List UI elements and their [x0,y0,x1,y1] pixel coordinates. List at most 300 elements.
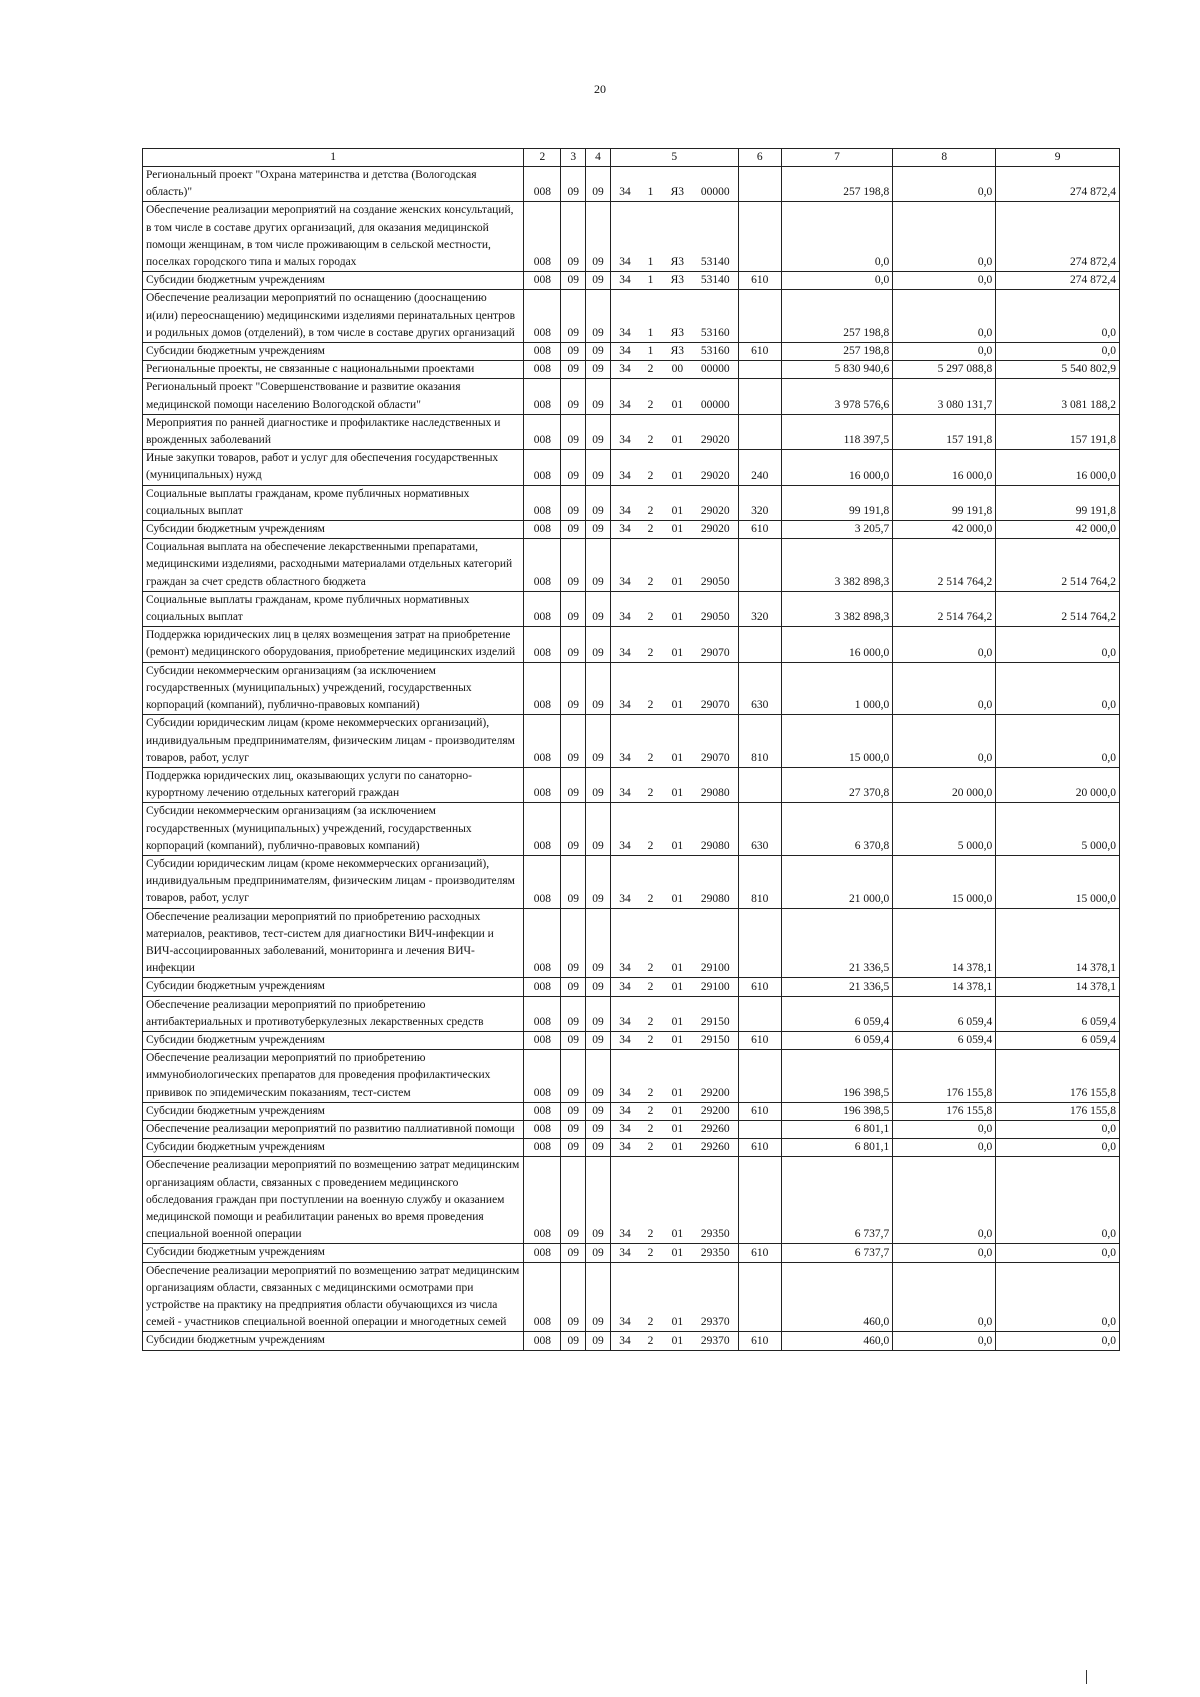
page-number: 20 [594,82,606,96]
cell-col-8: 0,0 [893,202,996,272]
cell-col-5-program: 34 [610,662,639,715]
cell-col-4: 09 [586,379,611,414]
cell-col-4: 09 [586,1031,611,1049]
cell-col-5-project: 01 [662,908,693,978]
cell-col-5-subprogram: 2 [639,414,662,449]
cell-col-7: 6 059,4 [781,1031,892,1049]
cell-col-5-project: 01 [662,715,693,768]
cell-col-4: 09 [586,167,611,202]
cell-col-6 [738,1050,781,1103]
cell-col-8: 6 059,4 [893,996,996,1031]
cell-col-4: 09 [586,996,611,1031]
cell-col-9: 0,0 [996,662,1120,715]
cell-col-2: 008 [524,450,561,485]
cell-col-5-code: 29350 [693,1244,738,1262]
cell-col-7: 460,0 [781,1262,892,1332]
cell-col-5-code: 29350 [693,1157,738,1244]
cell-col-4: 09 [586,414,611,449]
cell-col-5-program: 34 [610,1120,639,1138]
cell-col-7: 118 397,5 [781,414,892,449]
cell-col-5-subprogram: 2 [639,1332,662,1350]
cell-col-7: 6 801,1 [781,1139,892,1157]
header-col-6: 6 [738,149,781,167]
cell-col-2: 008 [524,1262,561,1332]
cell-col-5-subprogram: 2 [639,1120,662,1138]
cell-col-5-project: 01 [662,1157,693,1244]
cell-col-5-subprogram: 2 [639,1050,662,1103]
cell-col-7: 5 830 940,6 [781,361,892,379]
cell-col-8: 157 191,8 [893,414,996,449]
cell-col-2: 008 [524,996,561,1031]
cell-name: Региональный проект "Совершенствование и развитие оказания медицинской помощи населению Вологодской области" [143,379,524,414]
table-row [143,908,1120,978]
cell-col-5-code: 53140 [693,272,738,290]
cell-col-5-code: 29150 [693,1031,738,1049]
cell-col-6: 610 [738,272,781,290]
cell-name: Социальные выплаты гражданам, кроме публичных нормативных социальных выплат [143,485,524,520]
cell-col-6: 610 [738,1332,781,1350]
cell-col-8: 0,0 [893,167,996,202]
cell-col-5-program: 34 [610,202,639,272]
cell-col-5-code: 00000 [693,379,738,414]
table-row [143,521,1120,539]
cell-col-5-subprogram: 2 [639,539,662,592]
cell-col-5-subprogram: 2 [639,1031,662,1049]
cell-name: Поддержка юридических лиц в целях возмещения затрат на приобретение (ремонт) медицинского оборудования, приобретение медицинских изделий [143,627,524,662]
cell-col-5-project: Я3 [662,167,693,202]
table-row [143,627,1120,662]
cell-col-5-subprogram: 2 [639,379,662,414]
cell-col-8: 0,0 [893,627,996,662]
cell-col-2: 008 [524,343,561,361]
cell-col-6: 320 [738,485,781,520]
cell-name: Субсидии бюджетным учреждениям [143,343,524,361]
cell-col-3: 09 [561,450,586,485]
table-row [143,1262,1120,1332]
cell-name: Обеспечение реализации мероприятий по развитию паллиативной помощи [143,1120,524,1138]
cell-col-5-code: 29370 [693,1332,738,1350]
cell-col-5-program: 34 [610,1262,639,1332]
cell-col-4: 09 [586,290,611,343]
cell-col-3: 09 [561,1031,586,1049]
cell-col-6 [738,1157,781,1244]
cell-col-6 [738,996,781,1031]
table-row [143,978,1120,996]
cell-col-5-code: 29150 [693,996,738,1031]
cell-col-7: 6 737,7 [781,1157,892,1244]
cell-col-9: 42 000,0 [996,521,1120,539]
cell-col-5-code: 29070 [693,715,738,768]
cell-col-5-subprogram: 1 [639,272,662,290]
cell-col-9: 2 514 764,2 [996,539,1120,592]
cell-col-5-program: 34 [610,290,639,343]
cell-col-3: 09 [561,361,586,379]
cell-col-7: 99 191,8 [781,485,892,520]
cell-col-5-project: Я3 [662,343,693,361]
cell-col-5-project: 01 [662,379,693,414]
cell-name: Обеспечение реализации мероприятий по приобретению антибактериальных и противотуберкулезных лекарственных средств [143,996,524,1031]
cell-col-7: 0,0 [781,272,892,290]
cell-col-5-project: 01 [662,855,693,908]
cell-col-5-program: 34 [610,539,639,592]
cell-col-5-project: Я3 [662,272,693,290]
cell-col-6: 810 [738,715,781,768]
cell-col-7: 3 978 576,6 [781,379,892,414]
cell-col-5-subprogram: 2 [639,627,662,662]
cell-col-9: 176 155,8 [996,1102,1120,1120]
cell-col-3: 09 [561,978,586,996]
cell-col-5-program: 34 [610,343,639,361]
cell-col-5-program: 34 [610,485,639,520]
cell-col-5-project: 01 [662,414,693,449]
cell-col-3: 09 [561,343,586,361]
cell-col-2: 008 [524,1332,561,1350]
cell-col-4: 09 [586,715,611,768]
cell-col-2: 008 [524,361,561,379]
cell-col-3: 09 [561,803,586,856]
cell-col-2: 008 [524,627,561,662]
cell-col-3: 09 [561,414,586,449]
cell-col-5-code: 29050 [693,591,738,626]
cell-col-5-program: 34 [610,715,639,768]
cell-col-2: 008 [524,662,561,715]
cell-col-5-code: 29100 [693,908,738,978]
cell-col-5-project: 01 [662,1332,693,1350]
cell-name: Мероприятия по ранней диагностике и профилактике наследственных и врожденных заболеваний [143,414,524,449]
cell-col-4: 09 [586,978,611,996]
cell-col-3: 09 [561,521,586,539]
cell-col-3: 09 [561,272,586,290]
cell-col-5-subprogram: 2 [639,521,662,539]
cell-col-8: 3 080 131,7 [893,379,996,414]
cell-col-9: 0,0 [996,343,1120,361]
cell-name: Обеспечение реализации мероприятий по возмещению затрат медицинским организациям области, связанных с медицинскими осмотрами при устройстве на практику на предприятия области обучающихся из числа семей - участников специальной военной операции и многодетных семей [143,1262,524,1332]
cell-col-2: 008 [524,1139,561,1157]
cell-name: Субсидии бюджетным учреждениям [143,521,524,539]
cell-col-7: 15 000,0 [781,715,892,768]
cell-col-2: 008 [524,539,561,592]
cell-name: Субсидии юридическим лицам (кроме некоммерческих организаций), индивидуальным предпринимателям, физическим лицам - производителям товаров, работ, услуг [143,855,524,908]
cell-name: Обеспечение реализации мероприятий по возмещению затрат медицинским организациям области, связанных с проведением медицинского обследования граждан при поступлении на военную службу и оказанием медицинской помощи и реабилитации раненых во время проведения специальной военной операции [143,1157,524,1244]
cell-col-5-code: 29020 [693,450,738,485]
cell-col-5-project: 00 [662,361,693,379]
cell-col-8: 0,0 [893,1157,996,1244]
cell-col-9: 176 155,8 [996,1050,1120,1103]
cell-col-5-program: 34 [610,855,639,908]
cell-col-5-subprogram: 2 [639,1102,662,1120]
header-col-9: 9 [996,149,1120,167]
cell-col-3: 09 [561,1139,586,1157]
cell-col-6: 610 [738,521,781,539]
cell-col-8: 176 155,8 [893,1102,996,1120]
header-col-4: 4 [586,149,611,167]
table-row [143,996,1120,1031]
cell-col-3: 09 [561,627,586,662]
cell-col-8: 16 000,0 [893,450,996,485]
cell-col-6: 810 [738,855,781,908]
cell-name: Субсидии бюджетным учреждениям [143,1332,524,1350]
cell-col-7: 6 059,4 [781,996,892,1031]
cell-col-6: 630 [738,803,781,856]
cell-col-3: 09 [561,767,586,802]
cell-col-2: 008 [524,591,561,626]
header-col-5: 5 [610,149,738,167]
cell-col-8: 0,0 [893,715,996,768]
cell-col-5-project: 01 [662,767,693,802]
cell-col-5-program: 34 [610,591,639,626]
cell-col-5-project: 01 [662,521,693,539]
cell-col-9: 0,0 [996,627,1120,662]
cell-col-5-program: 34 [610,1332,639,1350]
cell-col-4: 09 [586,1262,611,1332]
cell-col-5-code: 00000 [693,167,738,202]
table-row [143,361,1120,379]
cell-col-3: 09 [561,996,586,1031]
cell-col-4: 09 [586,591,611,626]
cell-col-7: 6 737,7 [781,1244,892,1262]
cell-col-9: 99 191,8 [996,485,1120,520]
cell-col-2: 008 [524,767,561,802]
cell-col-6: 610 [738,343,781,361]
table-row [143,1102,1120,1120]
table-row [143,1050,1120,1103]
cell-col-3: 09 [561,1157,586,1244]
cell-col-9: 0,0 [996,1262,1120,1332]
cell-col-2: 008 [524,521,561,539]
cell-name: Региональный проект "Охрана материнства и детства (Вологодская область)" [143,167,524,202]
cell-col-9: 0,0 [996,1120,1120,1138]
table-row [143,1031,1120,1049]
cell-col-2: 008 [524,414,561,449]
cell-col-7: 16 000,0 [781,627,892,662]
header-col-8: 8 [893,149,996,167]
cell-col-2: 008 [524,1120,561,1138]
cell-col-9: 274 872,4 [996,167,1120,202]
cell-col-5-subprogram: 2 [639,767,662,802]
header-col-2: 2 [524,149,561,167]
cell-col-5-program: 34 [610,803,639,856]
cell-col-8: 2 514 764,2 [893,591,996,626]
cell-col-8: 0,0 [893,1262,996,1332]
header-col-7: 7 [781,149,892,167]
cell-col-7: 3 382 898,3 [781,539,892,592]
cell-col-9: 15 000,0 [996,855,1120,908]
cell-col-8: 176 155,8 [893,1050,996,1103]
cell-col-7: 21 000,0 [781,855,892,908]
cell-col-5-program: 34 [610,1050,639,1103]
cell-col-6 [738,379,781,414]
cell-col-3: 09 [561,1244,586,1262]
cell-col-6: 320 [738,591,781,626]
cell-col-6 [738,167,781,202]
cell-name: Социальные выплаты гражданам, кроме публичных нормативных социальных выплат [143,591,524,626]
table-row [143,202,1120,272]
cell-col-4: 09 [586,202,611,272]
cell-col-2: 008 [524,803,561,856]
cell-col-5-subprogram: 1 [639,290,662,343]
cell-col-5-subprogram: 1 [639,167,662,202]
cell-col-4: 09 [586,450,611,485]
cell-name: Субсидии некоммерческим организациям (за исключением государственных (муниципальных) учреждений, государственных корпораций (компаний), публично-правовых компаний) [143,803,524,856]
cell-col-7: 16 000,0 [781,450,892,485]
cell-col-5-project: 01 [662,1050,693,1103]
cell-col-8: 15 000,0 [893,855,996,908]
cell-col-9: 274 872,4 [996,202,1120,272]
cell-name: Иные закупки товаров, работ и услуг для обеспечения государственных (муниципальных) нужд [143,450,524,485]
cell-col-9: 0,0 [996,1157,1120,1244]
table-row [143,1332,1120,1350]
cell-col-3: 09 [561,662,586,715]
cell-col-5-project: 01 [662,662,693,715]
cell-col-5-code: 00000 [693,361,738,379]
cell-col-2: 008 [524,485,561,520]
cell-col-2: 008 [524,1244,561,1262]
cell-col-8: 42 000,0 [893,521,996,539]
cell-col-5-subprogram: 2 [639,591,662,626]
cell-col-5-code: 29080 [693,855,738,908]
cell-col-6: 240 [738,450,781,485]
cell-col-8: 99 191,8 [893,485,996,520]
table-row [143,414,1120,449]
cell-col-5-code: 29370 [693,1262,738,1332]
cell-col-5-subprogram: 2 [639,715,662,768]
cell-col-8: 0,0 [893,1120,996,1138]
table-row [143,343,1120,361]
cell-col-4: 09 [586,1157,611,1244]
cell-col-8: 14 378,1 [893,908,996,978]
cell-col-5-code: 29020 [693,521,738,539]
table-row [143,855,1120,908]
cell-col-7: 196 398,5 [781,1050,892,1103]
cell-col-6 [738,290,781,343]
cell-name: Субсидии бюджетным учреждениям [143,1244,524,1262]
cell-col-8: 0,0 [893,662,996,715]
cell-col-6 [738,908,781,978]
cell-col-5-program: 34 [610,1157,639,1244]
cell-col-9: 14 378,1 [996,908,1120,978]
cell-col-7: 0,0 [781,202,892,272]
cell-col-9: 0,0 [996,1244,1120,1262]
cell-col-2: 008 [524,1050,561,1103]
cell-col-3: 09 [561,202,586,272]
cell-name: Субсидии бюджетным учреждениям [143,978,524,996]
cell-col-7: 3 382 898,3 [781,591,892,626]
cell-col-2: 008 [524,167,561,202]
cell-col-9: 274 872,4 [996,272,1120,290]
cell-col-6 [738,361,781,379]
cell-col-5-program: 34 [610,167,639,202]
cell-col-4: 09 [586,803,611,856]
cell-col-5-code: 29070 [693,627,738,662]
cell-col-5-program: 34 [610,996,639,1031]
cell-col-2: 008 [524,379,561,414]
cell-col-8: 0,0 [893,343,996,361]
cell-col-5-subprogram: 2 [639,1262,662,1332]
table-row [143,539,1120,592]
cell-col-4: 09 [586,1332,611,1350]
cell-col-5-project: 01 [662,1102,693,1120]
table-row [143,167,1120,202]
cell-col-7: 460,0 [781,1332,892,1350]
cell-col-5-project: 01 [662,978,693,996]
table-row [143,450,1120,485]
cell-name: Обеспечение реализации мероприятий по приобретению расходных материалов, реактивов, тест-систем для диагностики ВИЧ-инфекции и ВИЧ-ассоциированных заболеваний, мониторинга и лечения ВИЧ-инфекции [143,908,524,978]
cell-col-5-project: 01 [662,1262,693,1332]
table-row [143,379,1120,414]
cell-col-5-program: 34 [610,1102,639,1120]
cell-col-4: 09 [586,767,611,802]
cell-col-6: 610 [738,1102,781,1120]
cell-col-8: 14 378,1 [893,978,996,996]
cell-name: Субсидии юридическим лицам (кроме некоммерческих организаций), индивидуальным предпринимателям, физическим лицам - производителям товаров, работ, услуг [143,715,524,768]
cell-col-4: 09 [586,539,611,592]
cell-col-5-subprogram: 2 [639,485,662,520]
cell-col-3: 09 [561,539,586,592]
cell-col-4: 09 [586,272,611,290]
cell-col-4: 09 [586,361,611,379]
cell-col-2: 008 [524,855,561,908]
cell-col-3: 09 [561,485,586,520]
cell-col-6 [738,539,781,592]
cell-col-7: 257 198,8 [781,290,892,343]
cell-col-3: 09 [561,379,586,414]
cell-col-9: 6 059,4 [996,1031,1120,1049]
cell-col-4: 09 [586,1102,611,1120]
cell-name: Субсидии бюджетным учреждениям [143,272,524,290]
cell-col-7: 257 198,8 [781,167,892,202]
cell-col-5-code: 29050 [693,539,738,592]
cell-col-4: 09 [586,1120,611,1138]
cell-col-5-project: 01 [662,485,693,520]
cell-col-8: 20 000,0 [893,767,996,802]
cell-col-5-project: 01 [662,1120,693,1138]
cell-col-5-project: 01 [662,996,693,1031]
cell-name: Субсидии некоммерческим организациям (за исключением государственных (муниципальных) учреждений, государственных корпораций (компаний), публично-правовых компаний) [143,662,524,715]
cell-col-8: 0,0 [893,290,996,343]
cell-col-5-code: 53140 [693,202,738,272]
cell-col-5-program: 34 [610,767,639,802]
cell-col-9: 0,0 [996,1332,1120,1350]
cell-col-4: 09 [586,485,611,520]
cell-col-9: 157 191,8 [996,414,1120,449]
cell-col-5-program: 34 [610,414,639,449]
cell-col-5-code: 29080 [693,767,738,802]
cell-col-3: 09 [561,1102,586,1120]
cell-col-2: 008 [524,978,561,996]
cell-col-9: 0,0 [996,715,1120,768]
table-row [143,485,1120,520]
cell-col-6: 610 [738,978,781,996]
cell-col-2: 008 [524,1102,561,1120]
table-row [143,803,1120,856]
cell-col-8: 6 059,4 [893,1031,996,1049]
cell-col-6 [738,414,781,449]
cell-col-9: 3 081 188,2 [996,379,1120,414]
cell-col-4: 09 [586,343,611,361]
cell-col-5-project: 01 [662,803,693,856]
cell-name: Социальная выплата на обеспечение лекарственными препаратами, медицинскими изделиями, расходными материалами отдельных категорий граждан за счет средств областного бюджета [143,539,524,592]
cell-col-5-program: 34 [610,272,639,290]
table-row [143,1139,1120,1157]
cell-col-5-code: 29080 [693,803,738,856]
cell-col-5-subprogram: 2 [639,803,662,856]
cell-col-5-code: 29200 [693,1050,738,1103]
header-col-3: 3 [561,149,586,167]
cell-col-3: 09 [561,591,586,626]
cell-col-5-program: 34 [610,908,639,978]
cell-col-5-subprogram: 2 [639,908,662,978]
cell-col-6 [738,1262,781,1332]
